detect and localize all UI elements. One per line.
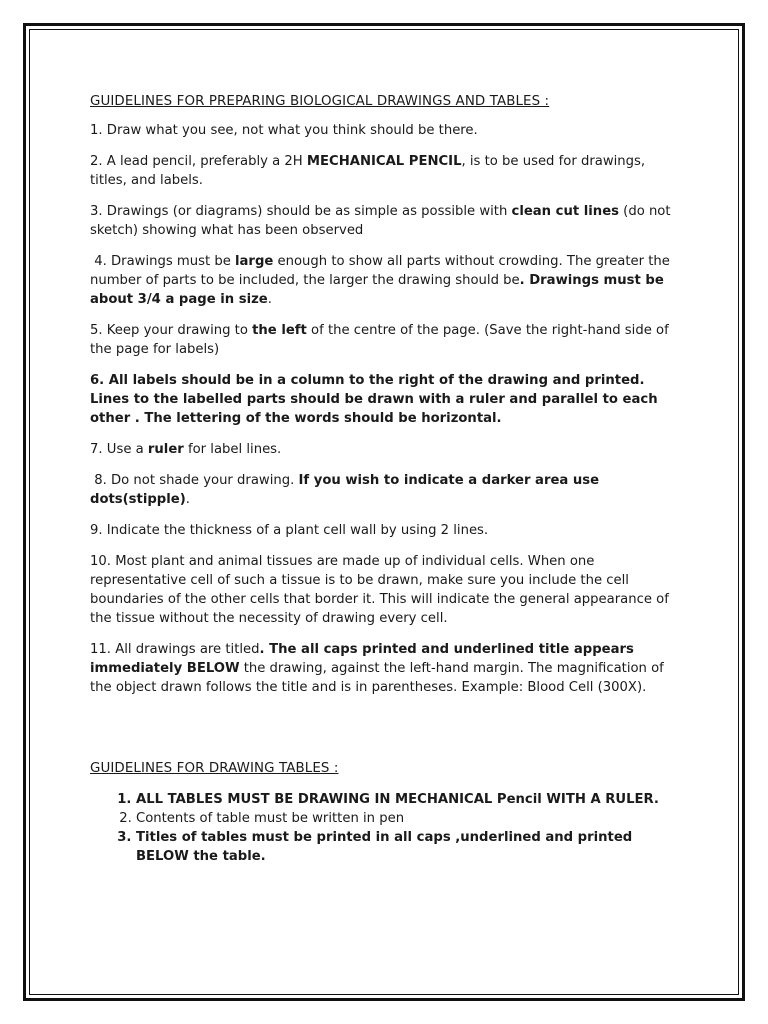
heading-tables: GUIDELINES FOR DRAWING TABLES : (90, 761, 339, 776)
document-body (90, 92, 678, 866)
table-rule-1: 1. ALL TABLES MUST BE DRAWING IN MECHANICAL Pencil WITH A RULER. (136, 790, 678, 809)
table-rules-list (90, 790, 678, 866)
table-rule-2: 2. Contents of table must be written in pen (136, 809, 678, 828)
guideline-7: 7. Use a ruler for label lines. (90, 442, 282, 457)
guideline-5: 5. Keep your drawing to the left of the centre of the page. (Save the right-hand side of the page for labels) (90, 323, 669, 357)
guideline-10: 10. Most plant and animal tissues are made up of individual cells. When one representative cell of such a tissue is to be drawn, make sure you include the cell boundaries of the other cells that border it. This will indicate the general appearance of the tissue without the necessity of drawing every cell. (90, 554, 669, 626)
guideline-3: 3. Drawings (or diagrams) should be as simple as possible with clean cut lines (do not sketch) showing what has been observed (90, 204, 671, 238)
heading-drawings: GUIDELINES FOR PREPARING BIOLOGICAL DRAWINGS AND TABLES : (90, 94, 550, 109)
table-rule-3: 3. Titles of tables must be printed in all caps ,underlined and printed BELOW the table. (136, 828, 678, 866)
guideline-11: 11. All drawings are titled. The all caps printed and underlined title appears immediately BELOW the drawing, against the left-hand margin. The magnification of the object drawn follows the title and is in parentheses. Example: Blood Cell (300X). (90, 642, 664, 695)
guideline-4: 4. Drawings must be large enough to show all parts without crowding. The greater the number of parts to be included, the larger the drawing should be. Drawings must be about 3/4 a page in size. (90, 254, 670, 307)
guideline-8: 8. Do not shade your drawing. If you wish to indicate a darker area use dots(stipple). (90, 473, 600, 507)
guideline-6: 6. All labels should be in a column to the right of the drawing and printed. Lines to the labelled parts should be drawn with a ruler and parallel to each other . The lettering of the words should be horizontal. (90, 373, 658, 426)
guideline-2: 2. A lead pencil, preferably a 2H MECHANICAL PENCIL, is to be used for drawings, titles, and labels. (90, 154, 646, 188)
guideline-9: 9. Indicate the thickness of a plant cell wall by using 2 lines. (90, 523, 489, 538)
guideline-1: 1. Draw what you see, not what you think should be there. (90, 123, 478, 138)
